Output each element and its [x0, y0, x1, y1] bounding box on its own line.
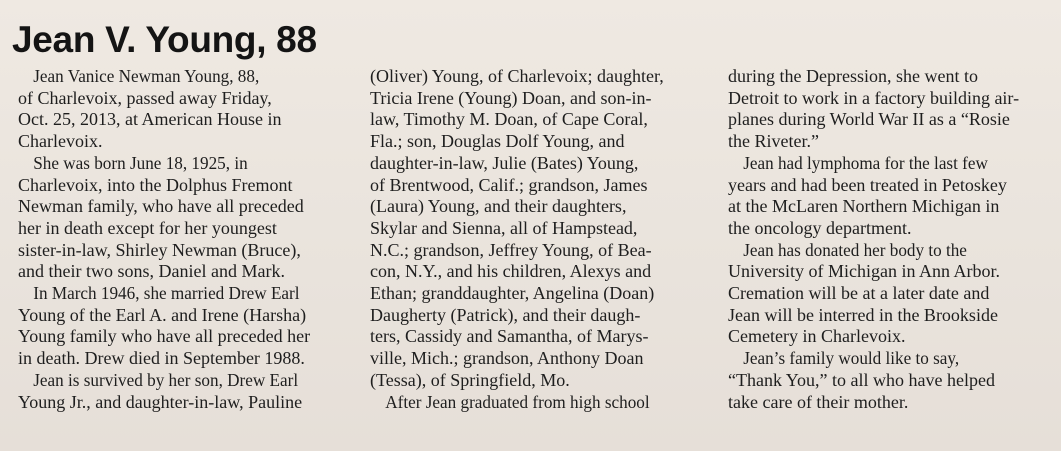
- text-line: (Tessa), of Springfield, Mo.: [370, 369, 570, 390]
- text-line: ville, Mich.; grandson, Anthony Doan: [370, 348, 644, 369]
- text-line: the Riveter.”: [728, 131, 819, 152]
- text-line: Jean’s family would like to say,: [743, 348, 960, 369]
- text-line: her in death except for her youngest: [18, 217, 277, 238]
- text-line: Tricia Irene (Young) Doan, and son-in-: [370, 87, 652, 108]
- text-line: Newman family, who have all preceded: [18, 196, 304, 217]
- text-line: Daugherty (Patrick), and their daugh-: [370, 304, 641, 325]
- text-line: planes during World War II as a “Rosie: [728, 109, 1010, 130]
- text-line: Jean had lymphoma for the last few: [743, 152, 988, 173]
- text-line: Fla.; son, Douglas Dolf Young, and: [370, 131, 625, 152]
- text-column-2: [370, 66, 714, 413]
- text-line: con, N.Y., and his children, Alexys and: [370, 261, 652, 282]
- text-line: Jean Vanice Newman Young, 88,: [33, 66, 260, 86]
- text-line: Charlevoix, into the Dolphus Fremont: [18, 174, 293, 195]
- text-line: daughter-in-law, Julie (Bates) Young,: [370, 152, 639, 173]
- text-line: Jean has donated her body to the: [743, 239, 967, 260]
- text-line: sister-in-law, Shirley Newman (Bruce),: [18, 239, 301, 260]
- text-line: “Thank You,” to all who have helped: [728, 369, 995, 390]
- text-column-1: [18, 66, 358, 413]
- text-line: during the Depression, she went to: [728, 66, 978, 86]
- text-line: Jean is survived by her son, Drew Earl: [33, 369, 299, 390]
- text-line: take care of their mother.: [728, 391, 909, 412]
- text-line: of Brentwood, Calif.; grandson, James: [370, 174, 648, 195]
- text-line: Cemetery in Charlevoix.: [728, 326, 906, 347]
- text-line: Charlevoix.: [18, 131, 103, 152]
- text-line: After Jean graduated from high school: [385, 391, 650, 412]
- text-line: (Oliver) Young, of Charlevoix; daughter,: [370, 66, 664, 86]
- text-line: Young of the Earl A. and Irene (Harsha): [18, 304, 307, 325]
- text-line: law, Timothy M. Doan, of Cape Coral,: [370, 109, 648, 130]
- text-line: She was born June 18, 1925, in: [33, 152, 248, 173]
- text-line: Skylar and Sienna, all of Hampstead,: [370, 217, 638, 238]
- text-line: in death. Drew died in September 1988.: [18, 348, 305, 369]
- text-line: ters, Cassidy and Samantha, of Marys-: [370, 326, 649, 347]
- text-line: the oncology department.: [728, 217, 912, 238]
- text-line: N.C.; grandson, Jeffrey Young, of Bea-: [370, 239, 652, 260]
- text-line: years and had been treated in Petoskey: [728, 174, 1007, 195]
- text-line: Young Jr., and daughter-in-law, Pauline: [18, 391, 303, 412]
- text-line: Detroit to work in a factory building air-: [728, 87, 1020, 108]
- text-line: and their two sons, Daniel and Mark.: [18, 261, 285, 282]
- obituary-headline: Jean V. Young, 88: [12, 19, 317, 60]
- text-line: In March 1946, she married Drew Earl: [33, 283, 300, 304]
- text-line: at the McLaren Northern Michigan in: [728, 196, 1000, 217]
- text-line: (Laura) Young, and their daughters,: [370, 196, 627, 217]
- text-line: Young family who have all preceded her: [18, 326, 311, 347]
- text-column-3: [728, 66, 1058, 413]
- text-line: of Charlevoix, passed away Friday,: [18, 87, 272, 108]
- text-line: Jean will be interred in the Brookside: [728, 304, 998, 325]
- text-line: University of Michigan in Ann Arbor.: [728, 261, 1000, 282]
- text-line: Ethan; granddaughter, Angelina (Doan): [370, 283, 655, 304]
- text-line: Cremation will be at a later date and: [728, 283, 990, 304]
- text-line: Oct. 25, 2013, at American House in: [18, 109, 282, 130]
